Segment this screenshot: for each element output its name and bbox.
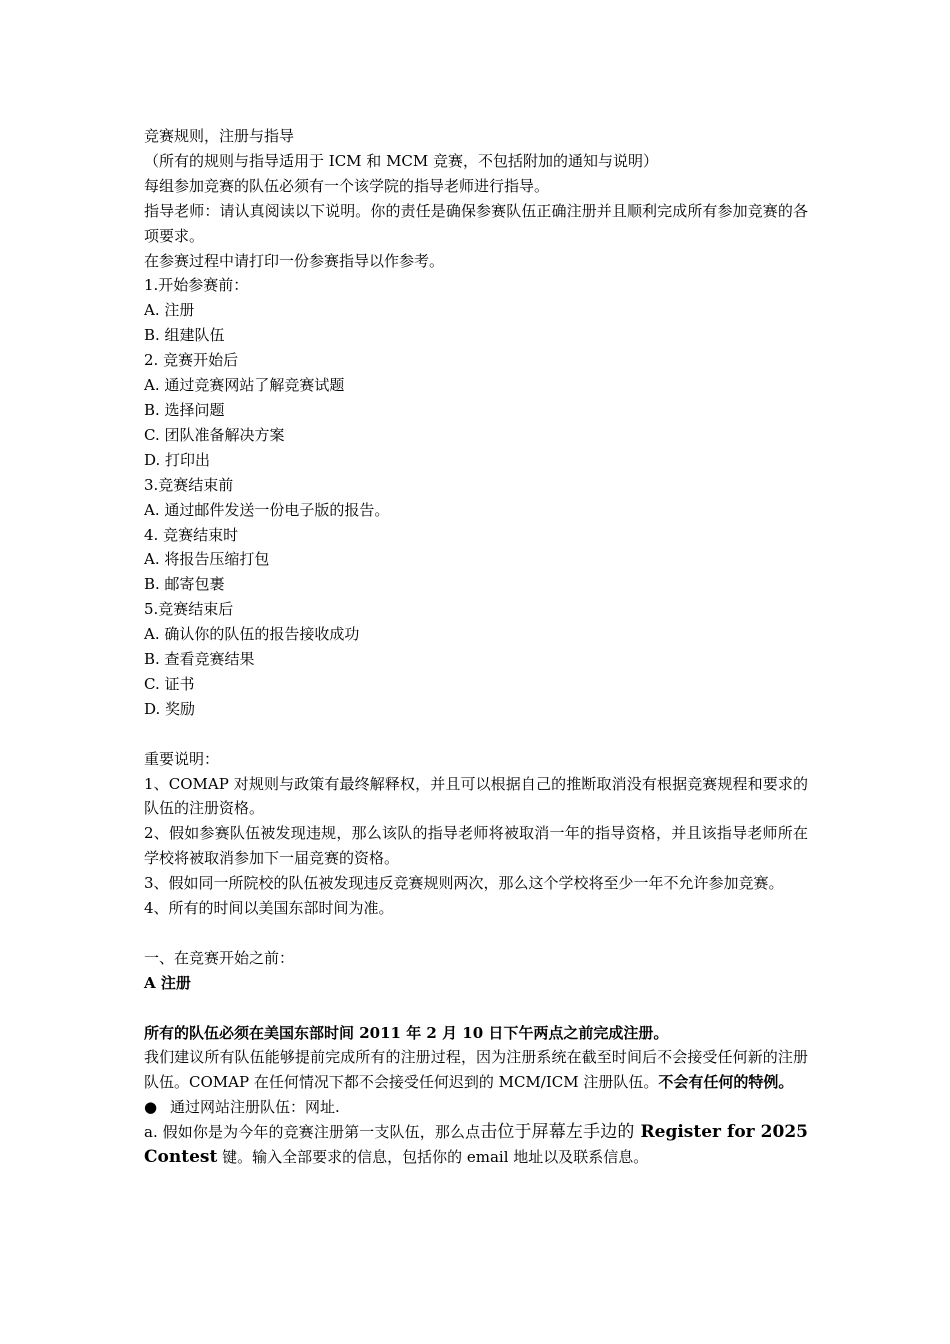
outline-item: 3.竞赛结束前: [144, 475, 234, 494]
outline-list: [144, 273, 808, 721]
outline-item: C. 证书: [144, 674, 195, 693]
bullet-text: 通过网站注册队伍：网址.: [170, 1098, 340, 1117]
register-instruction: [144, 1120, 808, 1170]
important-heading: 重要说明：: [144, 749, 220, 768]
document-title: 竞赛规则，注册与指导: [144, 127, 295, 145]
subsection-heading: A 注册: [144, 973, 191, 992]
important-item: 2、假如参赛队伍被发现违规，那么该队的指导老师将被取消一年的指导资格，并且该指导老师所在学校将被取消参加下一届竞赛的资格。: [144, 824, 808, 868]
section-heading: 一、在竞赛开始之前：: [144, 948, 295, 967]
outline-item: B. 查看竞赛结果: [144, 650, 255, 669]
bullet-item: [144, 1095, 808, 1120]
outline-item: A. 通过竞赛网站了解竞赛试题: [144, 376, 345, 395]
register-instruction-large: 击位于屏幕左手边的: [480, 1122, 635, 1143]
register-instruction-suffix: 键。输入全部要求的信息，包括你的 email 地址以及联系信息。: [217, 1148, 649, 1167]
important-item: 4、所有的时间以美国东部时间为准。: [144, 899, 394, 918]
outline-item: D. 奖励: [144, 699, 196, 718]
spacer: [144, 722, 808, 747]
outline-item: 2. 竞赛开始后: [144, 351, 239, 370]
outline-item: B. 选择问题: [144, 400, 225, 419]
outline-item: A. 将报告压缩打包: [144, 550, 270, 569]
registration-note-text: 我们建议所有队伍能够提前完成所有的注册过程，因为注册系统在截至时间后不会接受任何新的注册队伍。COMAP 在任何情况下都不会接受任何迟到的 MCM/ICM 注册队伍。: [144, 1048, 808, 1092]
outline-item: 4. 竞赛结束时: [144, 525, 239, 544]
outline-item: B. 邮寄包裹: [144, 575, 225, 594]
bullet-icon: ●: [144, 1098, 158, 1117]
register-button-name: Register for 2025 Contest: [144, 1122, 808, 1168]
outline-item: 5.竞赛结束后: [144, 600, 234, 619]
outline-item: B. 组建队伍: [144, 326, 225, 345]
outline-item: A. 注册: [144, 301, 195, 320]
print-reminder: 在参赛过程中请打印一份参赛指导以作参考。: [144, 251, 445, 270]
advisor-instructions: 指导老师：请认真阅读以下说明。你的责任是确保参赛队伍正确注册并且顺利完成所有参加竞赛的各项要求。: [144, 201, 808, 245]
important-item: 1、COMAP 对规则与政策有最终解释权，并且可以根据自己的推断取消没有根据竞赛规程和要求的队伍的注册资格。: [144, 774, 808, 818]
important-item: 3、假如同一所院校的队伍被发现违反竞赛规则两次，那么这个学校将至少一年不允许参加竞赛。: [144, 874, 784, 893]
scope-note: （所有的规则与指导适用于 ICM 和 MCM 竞赛，不包括附加的通知与说明）: [144, 151, 659, 170]
register-instruction-prefix: a. 假如你是为今年的竞赛注册第一支队伍，那么点: [144, 1123, 481, 1142]
no-exceptions-text: 不会有任何的特例。: [658, 1073, 794, 1092]
outline-item: C. 团队准备解决方案: [144, 425, 285, 444]
outline-item: D. 打印出: [144, 450, 211, 469]
document-body: [144, 124, 808, 1170]
spacer: [144, 921, 808, 946]
outline-item: A. 确认你的队伍的报告接收成功: [144, 625, 360, 644]
registration-note: [144, 1045, 808, 1095]
spacer: [144, 996, 808, 1021]
advisor-requirement: 每组参加竞赛的队伍必须有一个该学院的指导老师进行指导。: [144, 176, 550, 195]
outline-item: 1.开始参赛前：: [144, 276, 249, 295]
outline-item: A. 通过邮件发送一份电子版的报告。: [144, 500, 390, 519]
registration-deadline: 所有的队伍必须在美国东部时间 2011 年 2 月 10 日下午两点之前完成注册。: [144, 1023, 669, 1042]
